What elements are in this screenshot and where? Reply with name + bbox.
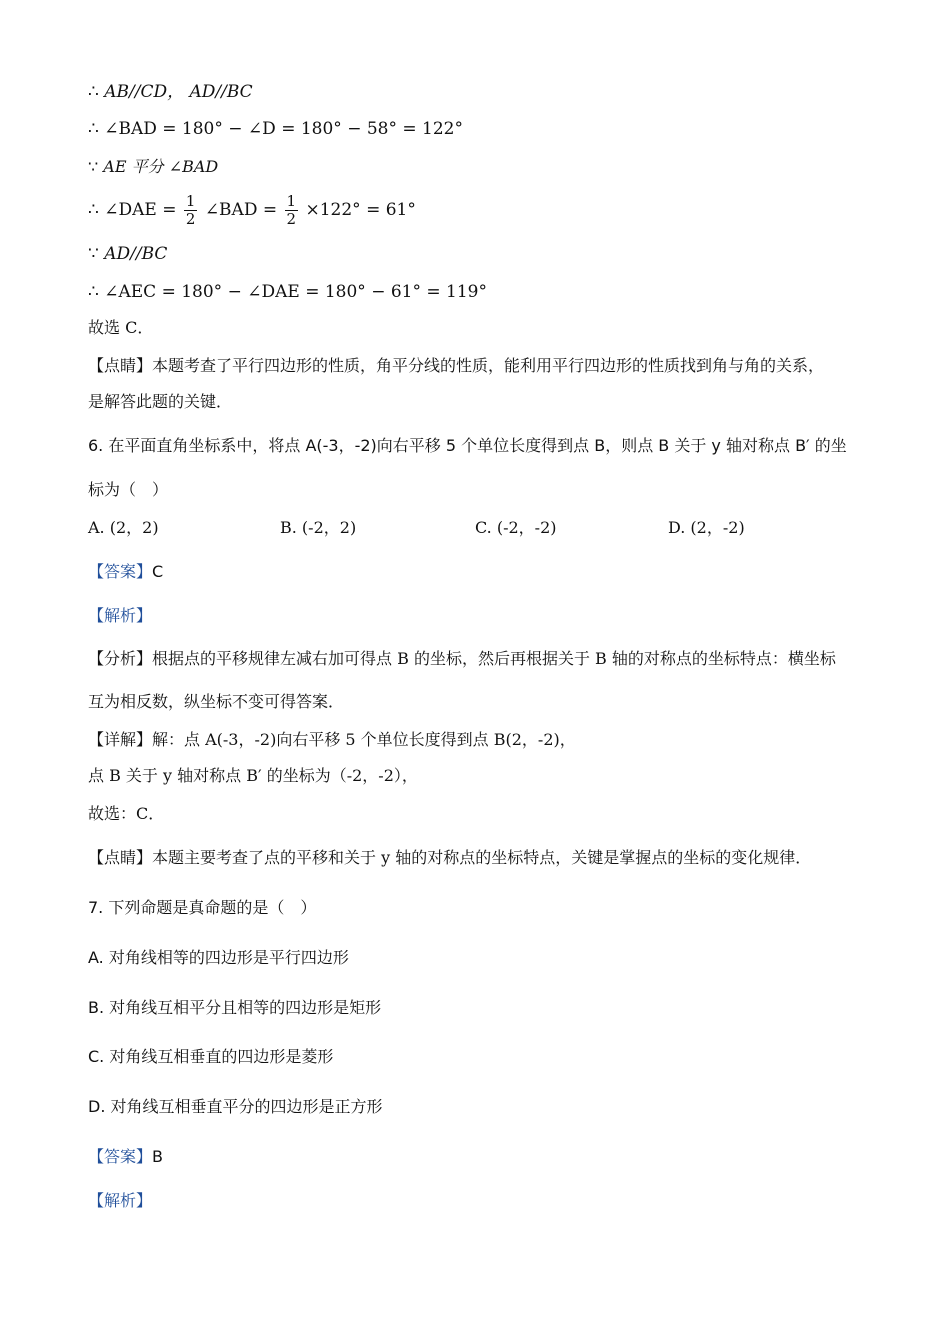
option-c: C. (-2，-2) — [475, 518, 557, 537]
detail-q6-line1 — [88, 728, 576, 752]
option-d: D. (2，-2) — [668, 518, 745, 537]
proof-step-1-text: AB//CD， AD//BC — [104, 82, 253, 102]
question-7-option-b: B. 对角线互相平分且相等的四边形是矩形 — [88, 998, 382, 1017]
question-6-stem-line1: 6. 在平面直角坐标系中，将点 A(-3，-2)向右平移 5 个单位长度得到点 B，则点 B 关于 y 轴对称点 B′ 的坐 — [88, 436, 847, 455]
comment-text: 本题考查了平行四边形的性质，角平分线的性质，能利用平行四边形的性质找到角与角的关系， — [152, 356, 825, 375]
analysis-tag-q7: 【解析】 — [88, 1191, 153, 1210]
question-6-options — [88, 516, 868, 540]
proof-step-2-text: ∠BAD = 180° − ∠D = 180° − 58° = 122° — [104, 119, 463, 139]
xiangjie-tag: 【详解】 — [88, 730, 153, 749]
proof-step-3 — [88, 155, 218, 179]
comment-q5-line2: 是解答此题的关键． — [88, 392, 233, 411]
therefore-symbol: ∴ — [88, 119, 99, 139]
proof-step-2 — [88, 117, 463, 141]
therefore-symbol: ∴ — [88, 282, 99, 302]
fraction-half: $\frac{1}{2}$ — [286, 192, 297, 228]
because-symbol: ∵ — [88, 244, 99, 264]
option-a: A. (2，2) — [88, 518, 159, 537]
answer-q7 — [88, 1145, 163, 1169]
comment-q5-line1 — [88, 354, 824, 378]
answer-value: B — [152, 1147, 163, 1166]
question-7-option-a: A. 对角线相等的四边形是平行四边形 — [88, 948, 349, 967]
therefore-symbol: ∴ — [88, 200, 99, 220]
comment-tag: 【点睛】 — [88, 848, 153, 867]
fraction-half: $\frac{1}{2}$ — [185, 192, 196, 228]
proof-step-5-text: AD//BC — [104, 244, 168, 264]
question-7-option-c: C. 对角线互相垂直的四边形是菱形 — [88, 1047, 334, 1066]
analysis-tag-q6: 【解析】 — [88, 606, 153, 625]
proof-step-4-rhs: ×122° = 61° — [305, 200, 416, 220]
proof-step-6-text: ∠AEC = 180° − ∠DAE = 180° − 61° = 119° — [104, 282, 487, 302]
question-7-stem: 7. 下列命题是真命题的是（ ） — [88, 898, 317, 917]
because-symbol: ∵ — [88, 157, 99, 176]
proof-step-4 — [88, 190, 416, 230]
comment-q6 — [88, 846, 811, 870]
answer-tag: 【答案】 — [88, 1147, 153, 1166]
comment-tag: 【点睛】 — [88, 356, 153, 375]
proof-step-5 — [88, 242, 167, 266]
proof-step-3-text: AE 平分 ∠BAD — [103, 157, 219, 176]
proof-step-4-lhs: ∠DAE = — [104, 200, 177, 220]
proof-step-4-mid: ∠BAD = — [204, 200, 278, 220]
analysis-q6-line1 — [88, 647, 836, 671]
answer-q6 — [88, 560, 163, 584]
fenxi-text: 根据点的平移规律左减右加可得点 B 的坐标，然后再根据关于 B 轴的对称点的坐标特点：横坐标 — [152, 649, 836, 668]
question-6-stem-line2: 标为（ ） — [88, 480, 169, 499]
question-7-option-d: D. 对角线互相垂直平分的四边形是正方形 — [88, 1097, 383, 1116]
conclusion-q5: 故选 C． — [88, 318, 154, 337]
proof-step-1 — [88, 80, 253, 104]
comment-text: 本题主要考查了点的平移和关于 y 轴的对称点的坐标特点，关键是掌握点的坐标的变化规律． — [152, 848, 812, 867]
answer-tag: 【答案】 — [88, 562, 153, 581]
answer-value: C — [152, 562, 164, 581]
xiangjie-text: 解：点 A(-3，-2)向右平移 5 个单位长度得到点 B(2，-2)， — [152, 730, 576, 749]
proof-step-6 — [88, 280, 487, 304]
analysis-q6-line2: 互为相反数，纵坐标不变可得答案． — [88, 692, 345, 711]
fenxi-tag: 【分析】 — [88, 649, 153, 668]
detail-q6-line2: 点 B 关于 y 轴对称点 B′ 的坐标为（-2，-2）， — [88, 766, 418, 785]
detail-q6-line3: 故选：C． — [88, 804, 165, 823]
therefore-symbol: ∴ — [88, 82, 99, 102]
option-b: B. (-2，2) — [280, 518, 357, 537]
